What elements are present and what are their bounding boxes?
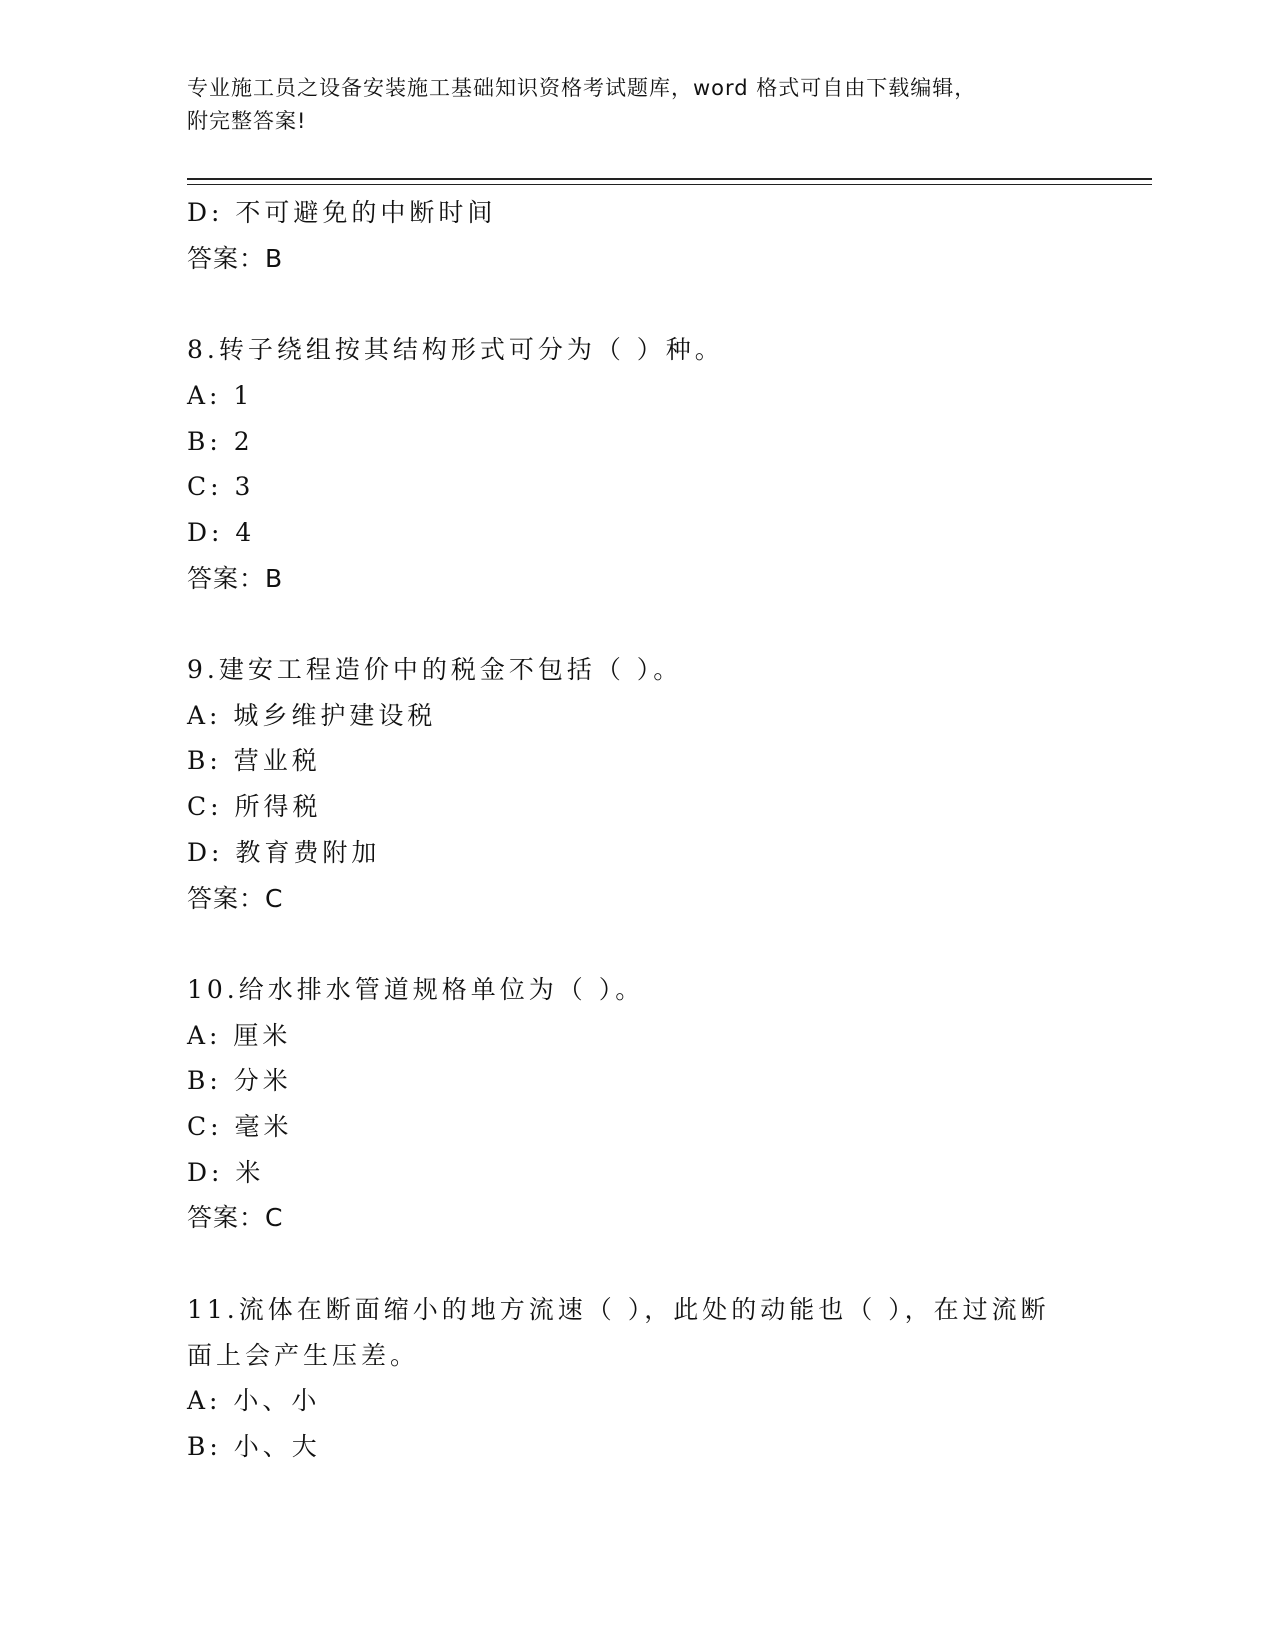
option-b: B: 营业税 [187, 746, 321, 776]
question-list [187, 190, 1087, 1470]
option-d: D: 不可避免的中断时间 [187, 198, 497, 227]
previous-question-tail [187, 190, 1087, 281]
question-stem: 9.建安工程造价中的税金不包括（ ）。 [187, 655, 683, 684]
option-a: A: 城乡维护建设税 [187, 700, 437, 730]
option-d: D: 4 [187, 517, 256, 547]
option-b: B: 分米 [187, 1066, 292, 1096]
option-a: A: 厘米 [187, 1020, 292, 1050]
option-c: C: 3 [187, 472, 255, 502]
header-line-1: 专业施工员之设备安装施工基础知识资格考试题库，word 格式可自由下载编辑， [187, 76, 977, 100]
question-stem-line-1: 11.流体在断面缩小的地方流速（ ），此处的动能也（ ），在过流断 [187, 1294, 1050, 1324]
answer-line: 答案：C [187, 1203, 284, 1233]
answer-line: 答案：B [187, 563, 284, 593]
question-stem: 8.转子绕组按其结构形式可分为（ ）种。 [187, 335, 724, 365]
question-block-9 [187, 647, 1087, 921]
header-line-2: 附完整答案! [187, 109, 307, 133]
option-d: D: 教育费附加 [187, 837, 381, 867]
document-header [187, 72, 1087, 138]
option-c: C: 毫米 [187, 1112, 293, 1142]
option-d: D: 米 [187, 1157, 265, 1187]
question-block-11 [187, 1287, 1087, 1470]
question-block-10 [187, 967, 1087, 1241]
header-divider-thick [187, 178, 1152, 180]
question-block-8 [187, 327, 1087, 601]
option-b: B: 2 [187, 426, 254, 456]
spacer [187, 281, 1087, 327]
answer-line: 答案：C [187, 883, 284, 913]
option-b: B: 小、大 [187, 1431, 321, 1461]
option-a: A: 1 [187, 380, 254, 410]
spacer [187, 601, 1087, 647]
option-c: C: 所得税 [187, 792, 322, 822]
question-stem: 10.给水排水管道规格单位为（ ）。 [187, 974, 645, 1004]
option-a: A: 小、小 [187, 1386, 321, 1416]
question-stem-line-2: 面上会产生压差。 [187, 1340, 420, 1370]
answer-line: 答案：B [187, 243, 284, 273]
spacer [187, 921, 1087, 967]
spacer [187, 1241, 1087, 1287]
header-divider-thin [187, 184, 1152, 185]
